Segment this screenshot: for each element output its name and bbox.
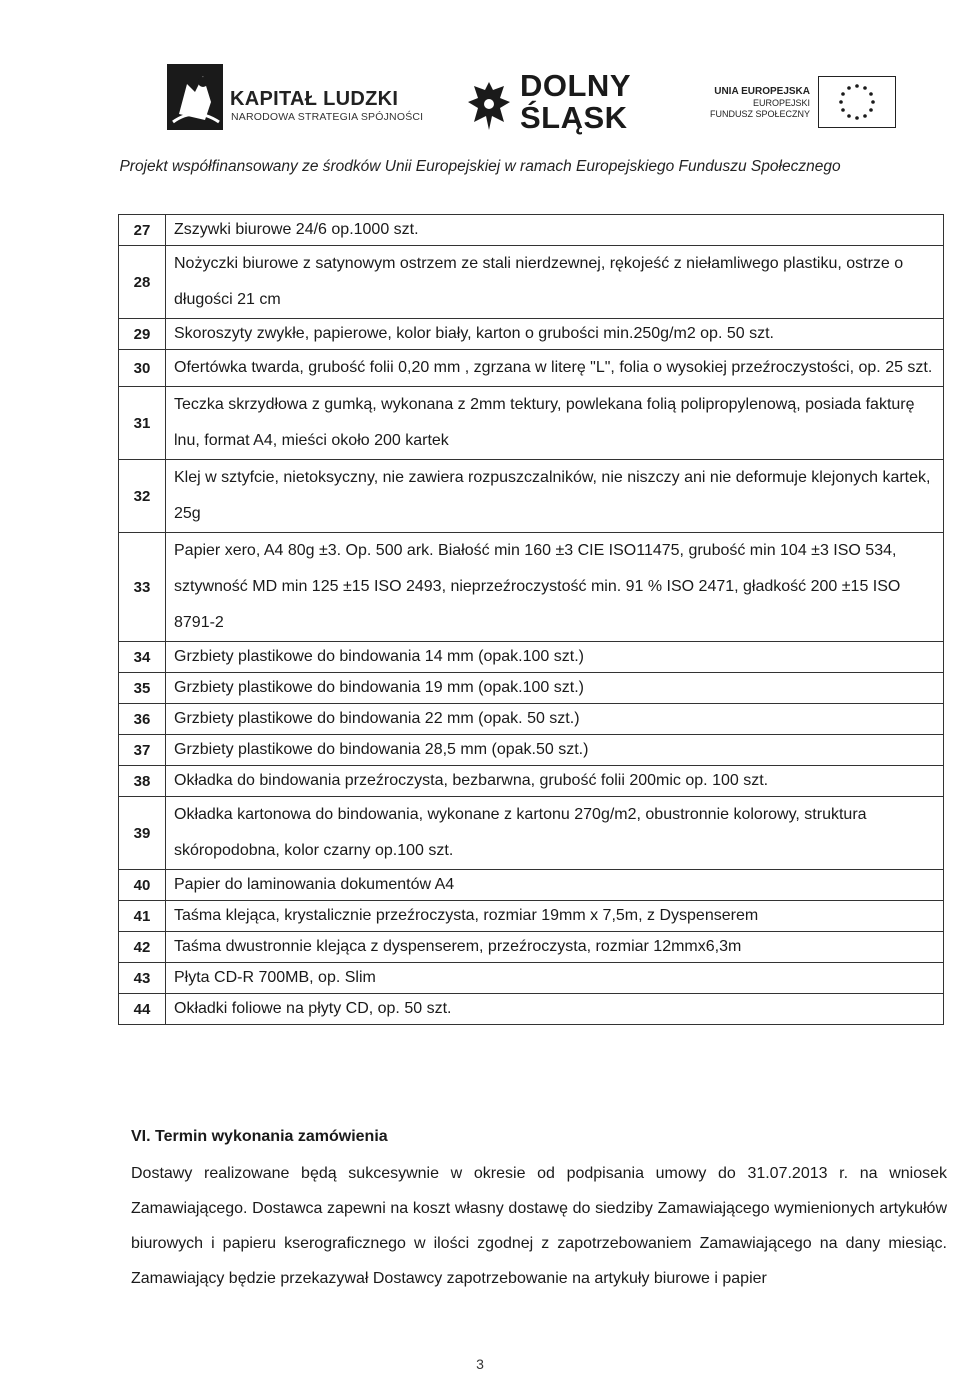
table-row [119, 901, 944, 932]
table-row [119, 870, 944, 901]
item-number: 35 [119, 673, 166, 704]
item-number: 34 [119, 642, 166, 673]
item-description: Taśma klejąca, krystalicznie przeźroczysta, rozmiar 19mm x 7,5m, z Dyspenserem [166, 901, 944, 932]
kapital-ludzki-logo-icon [165, 62, 225, 132]
item-number: 27 [119, 215, 166, 246]
item-number: 33 [119, 533, 166, 642]
page-number: 3 [476, 1356, 484, 1372]
item-description: Ofertówka twarda, grubość folii 0,20 mm , zgrzana w literę "L", folia o wysokiej przeźroczystości, op. 25 szt. [166, 350, 944, 387]
table-row [119, 460, 944, 533]
table-row [119, 963, 944, 994]
slask-text: ŚLĄSK [520, 100, 628, 135]
silesia-eagle-icon [464, 78, 514, 134]
table-row [119, 932, 944, 963]
item-description: Zszywki biurowe 24/6 op.1000 szt. [166, 215, 944, 246]
table-row [119, 797, 944, 870]
table-row [119, 642, 944, 673]
item-description: Grzbiety plastikowe do bindowania 14 mm (opak.100 szt.) [166, 642, 944, 673]
table-row [119, 533, 944, 642]
eu-line2: EUROPEJSKI [752, 97, 810, 108]
item-description: Klej w sztyfcie, nietoksyczny, nie zawiera rozpuszczalników, nie niszczy ani nie deformuje klejonych kartek, 25g [166, 460, 944, 533]
item-description: Płyta CD-R 700MB, op. Slim [166, 963, 944, 994]
dolny-text: DOLNY [520, 68, 631, 103]
eu-fund-text [680, 86, 810, 121]
item-description: Nożyczki biurowe z satynowym ostrzem ze stali nierdzewnej, rękojeść z niełamliwego plastiku, ostrze o długości 21 cm [166, 246, 944, 319]
item-description: Okładki foliowe na płyty CD, op. 50 szt. [166, 994, 944, 1025]
table-row [119, 387, 944, 460]
item-description: Skoroszyty zwykłe, papierowe, kolor biały, karton o grubości min.250g/m2 op. 50 szt. [166, 319, 944, 350]
table-row [119, 735, 944, 766]
item-number: 42 [119, 932, 166, 963]
table-row [119, 246, 944, 319]
item-description: Grzbiety plastikowe do bindowania 28,5 mm (opak.50 szt.) [166, 735, 944, 766]
item-number: 28 [119, 246, 166, 319]
kapital-ludzki-subtitle: NARODOWA STRATEGIA SPÓJNOŚCI [231, 111, 424, 123]
item-number: 40 [119, 870, 166, 901]
item-number: 44 [119, 994, 166, 1025]
section-body: Dostawy realizowane będą sukcesywnie w okresie od podpisania umowy do 31.07.2013 r. na wniosek Zamawiającego. Dostawca zapewni na koszt własny dostawę do siedziby Zamawiającego wymienionych artykułów biurowych i papieru kserograficznego w ilości zgodnej z zapotrzebowaniem Zamawiającego na dany miesiąc. Zamawiający będzie przekazywał Dostawcy zapotrzebowanie na artykuły biurowe i papier [131, 1165, 947, 1287]
kapital-ludzki-title: KAPITAŁ LUDZKI [230, 88, 399, 110]
table-row [119, 766, 944, 797]
eu-flag-icon [818, 76, 896, 128]
item-description: Papier xero, A4 80g ±3. Op. 500 ark. Białość min 160 ±3 CIE ISO11475, grubość min 104 ±3 ISO 534, sztywność MD min 125 ±15 ISO 2493, nieprzeźroczystość min. 91 % ISO 2471, gładkość 200 ±15 ISO 8791-2 [166, 533, 944, 642]
item-number: 31 [119, 387, 166, 460]
page-header [0, 58, 960, 138]
item-description: Papier do laminowania dokumentów A4 [166, 870, 944, 901]
item-number: 43 [119, 963, 166, 994]
item-number: 41 [119, 901, 166, 932]
items-table [118, 214, 944, 1025]
table-row [119, 704, 944, 735]
cofinancing-note: Projekt współfinansowany ze środków Unii Europejskiej w ramach Europejskiego Funduszu Społecznego [119, 158, 841, 175]
table-row [119, 673, 944, 704]
eu-line1: UNIA EUROPEJSKA [714, 86, 810, 97]
item-number: 37 [119, 735, 166, 766]
item-description: Grzbiety plastikowe do bindowania 22 mm (opak. 50 szt.) [166, 704, 944, 735]
item-number: 39 [119, 797, 166, 870]
item-description: Okładka kartonowa do bindowania, wykonane z kartonu 270g/m2, obustronnie kolorowy, struktura skóropodobna, kolor czarny op.100 szt. [166, 797, 944, 870]
table-row [119, 350, 944, 387]
table-row [119, 215, 944, 246]
item-description: Grzbiety plastikowe do bindowania 19 mm (opak.100 szt.) [166, 673, 944, 704]
item-number: 32 [119, 460, 166, 533]
table-row [119, 319, 944, 350]
item-description: Taśma dwustronnie klejąca z dyspenserem, przeźroczysta, rozmiar 12mmx6,3m [166, 932, 944, 963]
item-number: 30 [119, 350, 166, 387]
item-number: 38 [119, 766, 166, 797]
item-number: 29 [119, 319, 166, 350]
item-description: Okładka do bindowania przeźroczysta, bezbarwna, grubość folii 200mic op. 100 szt. [166, 766, 944, 797]
item-description: Teczka skrzydłowa z gumką, wykonana z 2mm tektury, powlekana folią polipropylenową, posiada fakturę lnu, format A4, mieści około 200 kartek [166, 387, 944, 460]
table-row [119, 994, 944, 1025]
item-number: 36 [119, 704, 166, 735]
section-title: VI. Termin wykonania zamówienia [131, 1128, 388, 1145]
eu-line3: FUNDUSZ SPOŁECZNY [709, 109, 810, 119]
